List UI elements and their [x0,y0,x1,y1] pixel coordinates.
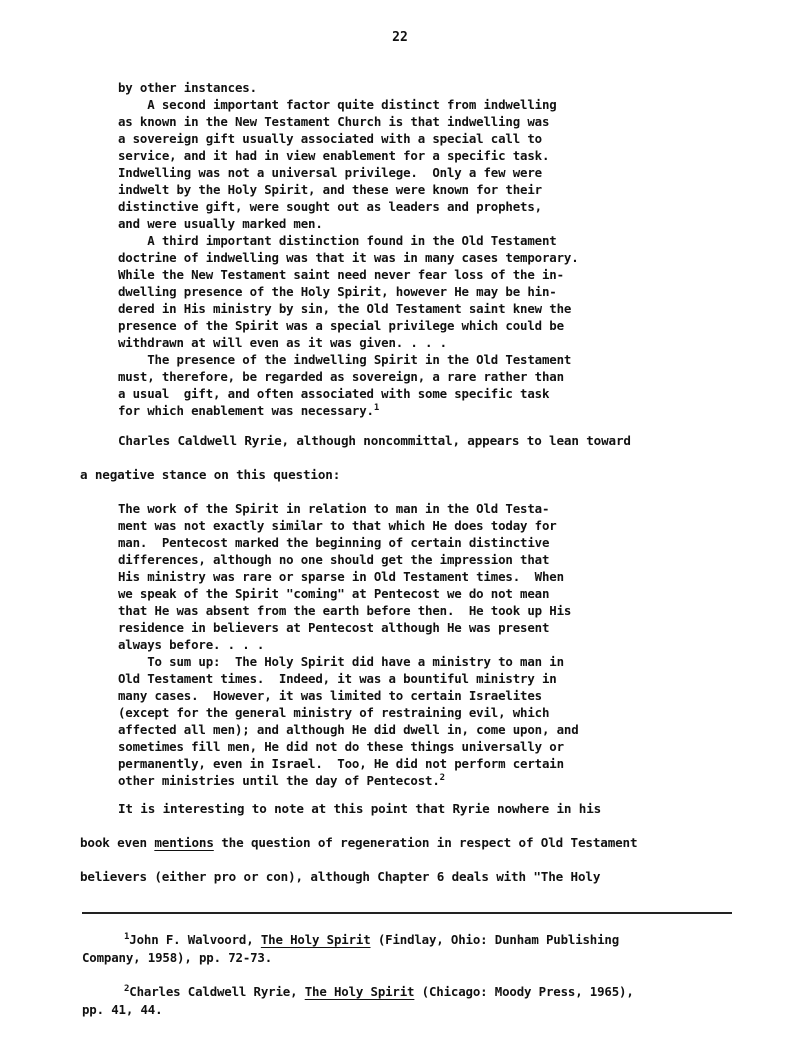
body-text-line: It is interesting to note at this point that Ryrie nowhere in his [118,801,602,816]
quote-line: a usual gift, and often associated with some specific task [118,386,550,401]
quote-line: ment was not exactly similar to that which He does today for [118,518,557,533]
footnote-1-line: Company, 1958), pp. 72-73. [82,950,273,965]
quote-line: as known in the New Testament Church is that indwelling was [118,114,550,129]
quote-line: Indwelling was not a universal privilege. Only a few were [118,165,542,180]
body-text-line [80,834,637,851]
footnote-1-line [124,932,619,947]
footnote-mark: 1 [124,932,130,942]
quote-line: dwelling presence of the Holy Spirit, however He may be hin- [118,284,557,299]
quote-line: distinctive gift, were sought out as leaders and prophets, [118,199,542,214]
quote-line: must, therefore, be regarded as sovereign, a rare rather than [118,369,564,384]
text-span: book even [80,835,155,850]
quote-line: service, and it had in view enablement for a specific task. [118,148,550,163]
text-span: the question of regeneration in respect of Old Testament [213,835,638,850]
book-title: The Holy Spirit [260,932,371,947]
quote-line: The presence of the indwelling Spirit in the Old Testament [118,352,572,367]
footnote-ref-1: 1 [373,403,380,413]
page-number: 22 [392,30,408,45]
quote-line: His ministry was rare or sparse in Old Testament times. When [118,569,564,584]
quote-line: sometimes fill men, He did not do these things universally or [118,739,564,754]
quote-line: Old Testament times. Indeed, it was a bountiful ministry in [118,671,557,686]
quote-line: that He was absent from the earth before then. He took up His [118,603,572,618]
quote-line: To sum up: The Holy Spirit did have a ministry to man in [118,654,564,669]
quote-line [118,402,379,419]
quote-line: dered in His ministry by sin, the Old Testament saint knew the [118,301,572,316]
quote-line: a sovereign gift usually associated with a special call to [118,131,542,146]
body-text-line: believers (either pro or con), although Chapter 6 deals with "The Holy [80,869,601,884]
quote-line: doctrine of indwelling was that it was in many cases temporary. [118,250,579,265]
quote-line [118,772,445,789]
text-span: (Chicago: Moody Press, 1965), [414,984,634,999]
underlined-word: mentions [154,835,214,850]
quote-line: affected all men); and although He did dwell in, come upon, and [118,722,579,737]
text-span: Charles Caldwell Ryrie, [129,984,305,999]
body-text-line: a negative stance on this question: [80,467,341,482]
body-text-line: Charles Caldwell Ryrie, although noncommittal, appears to lean toward [118,433,631,448]
quote-line: A second important factor quite distinct from indwelling [118,97,557,112]
quote-line-text: other ministries until the day of Pentecost. [118,773,440,788]
quote-line: indwelt by the Holy Spirit, and these were known for their [118,182,542,197]
quote-line-text: for which enablement was necessary. [118,403,374,418]
quote-line: permanently, even in Israel. Too, He did not perform certain [118,756,564,771]
footnote-2-line: pp. 41, 44. [82,1002,163,1017]
quote-line: A third important distinction found in the Old Testament [118,233,557,248]
quote-line: residence in believers at Pentecost although He was present [118,620,550,635]
quote-line: withdrawn at will even as it was given. . . . [118,335,447,350]
text-span: (Findlay, Ohio: Dunham Publishing [370,932,620,947]
quote-line: always before. . . . [118,637,265,652]
quote-line: man. Pentecost marked the beginning of certain distinctive [118,535,550,550]
quote-line: presence of the Spirit was a special privilege which could be [118,318,564,333]
quote-line: (except for the general ministry of restraining evil, which [118,705,550,720]
quote-line: and were usually marked men. [118,216,323,231]
quote-line: by other instances. [118,80,257,95]
footnote-2-line [124,984,634,999]
quote-line: differences, although no one should get the impression that [118,552,550,567]
quote-line: While the New Testament saint need never fear loss of the in- [118,267,564,282]
footnote-divider [82,912,732,914]
quote-line: we speak of the Spirit "coming" at Pentecost we do not mean [118,586,550,601]
footnote-ref-2: 2 [439,773,445,783]
book-title: The Holy Spirit [304,984,415,999]
quote-line: The work of the Spirit in relation to man in the Old Testa- [118,501,550,516]
text-span: John F. Walvoord, [129,932,261,947]
footnote-mark: 2 [124,984,130,994]
quote-line: many cases. However, it was limited to certain Israelites [118,688,542,703]
